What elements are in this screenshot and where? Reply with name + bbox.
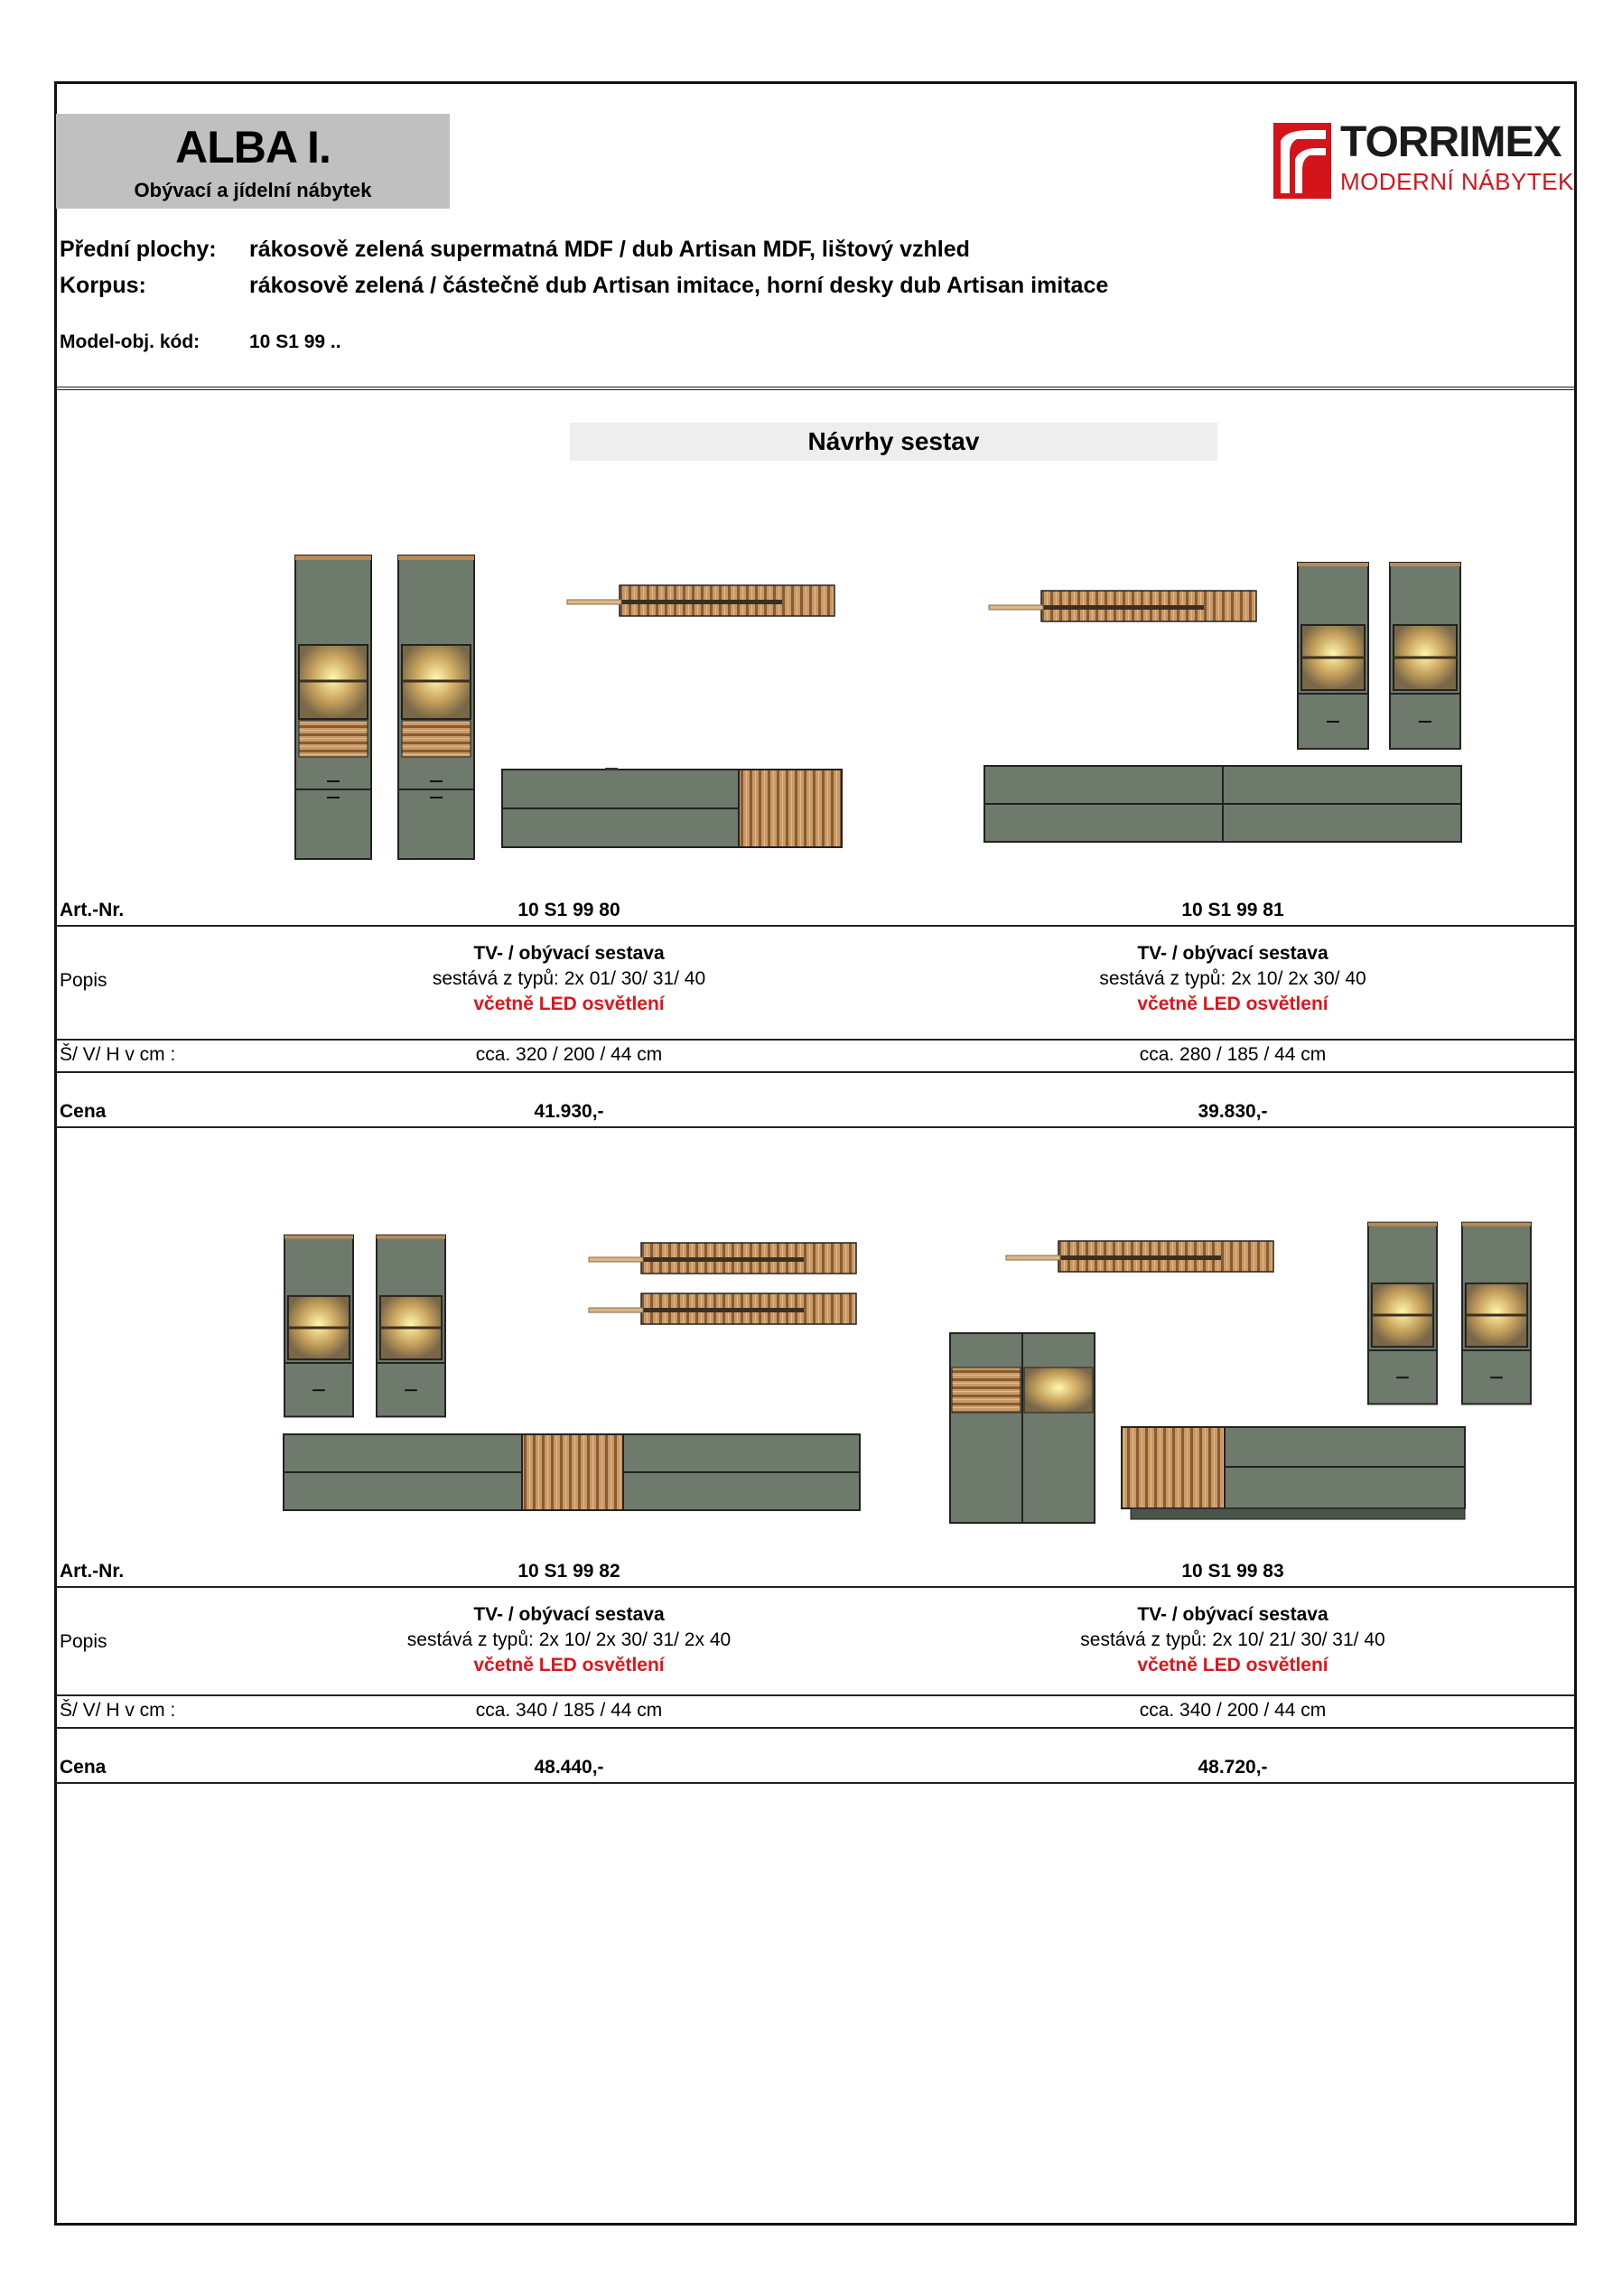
led-82: včetně LED osvětlení [473,1655,665,1675]
price-83: 48.720,- [1198,1757,1268,1778]
type-81: TV- / obývací sestava [1137,943,1328,964]
logo-tagline: MODERNÍ NÁBYTEK [1340,168,1574,195]
row-divider [56,1039,1575,1041]
dims-82: cca. 340 / 185 / 44 cm [475,1700,663,1721]
front-value: rákosově zelená supermatná MDF / dub Artisan MDF, lištový vzhled [249,237,970,262]
dims-label-2: Š/ V/ H v cm : [60,1700,176,1721]
row-divider [56,925,1575,927]
art-81: 10 S1 99 81 [1181,900,1284,920]
row-divider [56,1126,1575,1128]
composition-80: sestává z typů: 2x 01/ 30/ 31/ 40 [432,968,706,989]
led-81: včetně LED osvětlení [1137,994,1328,1014]
price-81: 39.830,- [1198,1101,1268,1122]
page-frame [54,81,1577,2226]
type-83: TV- / obývací sestava [1137,1604,1328,1625]
section-title: Návrhy sestav [807,427,980,455]
led-80: včetně LED osvětlení [473,994,665,1014]
set-80-illustration [289,553,849,864]
header-subtitle: Obývací a jídelní nábytek [134,179,372,201]
composition-83: sestává z typů: 2x 10/ 21/ 30/ 31/ 40 [1080,1629,1385,1650]
code-value: 10 S1 99 .. [249,331,341,352]
row-divider [56,1727,1575,1729]
torrimex-logo-icon [1273,123,1331,199]
price-label-1: Cena [60,1101,107,1122]
dims-80: cca. 320 / 200 / 44 cm [475,1044,663,1065]
composition-81: sestává z typů: 2x 10/ 2x 30/ 40 [1099,968,1366,989]
price-label-2: Cena [60,1757,107,1778]
desc-label-2: Popis [60,1631,107,1652]
body-value: rákosově zelená / částečně dub Artisan imitace, horní desky dub Artisan imitace [249,273,1109,298]
art-80: 10 S1 99 80 [517,900,620,920]
art-82: 10 S1 99 82 [517,1561,620,1582]
dims-83: cca. 340 / 200 / 44 cm [1139,1700,1327,1721]
desc-label-1: Popis [60,970,107,991]
logo-brand-text: TORRIMEX [1340,118,1561,166]
dims-81: cca. 280 / 185 / 44 cm [1139,1044,1327,1065]
price-82: 48.440,- [534,1757,604,1778]
type-82: TV- / obývací sestava [473,1604,665,1625]
set-82-illustration [280,1228,867,1517]
set-83-illustration [946,1216,1533,1528]
led-83: včetně LED osvětlení [1137,1655,1328,1675]
art-83: 10 S1 99 83 [1181,1561,1284,1582]
set-81-illustration [981,558,1468,847]
dims-label-1: Š/ V/ H v cm : [60,1044,176,1065]
header-divider [56,387,1575,390]
art-label-1: Art.-Nr. [60,900,125,920]
body-label: Korpus: [60,273,146,298]
price-80: 41.930,- [534,1101,604,1122]
art-label-2: Art.-Nr. [60,1561,125,1582]
row-divider [56,1694,1575,1696]
row-divider [56,1782,1575,1784]
composition-82: sestává z typů: 2x 10/ 2x 30/ 31/ 2x 40 [406,1629,732,1650]
row-divider [56,1586,1575,1588]
type-80: TV- / obývací sestava [473,943,665,964]
header-title: ALBA I. [175,122,331,173]
code-label: Model-obj. kód: [60,331,200,352]
front-label: Přední plochy: [60,237,217,262]
row-divider [56,1071,1575,1073]
